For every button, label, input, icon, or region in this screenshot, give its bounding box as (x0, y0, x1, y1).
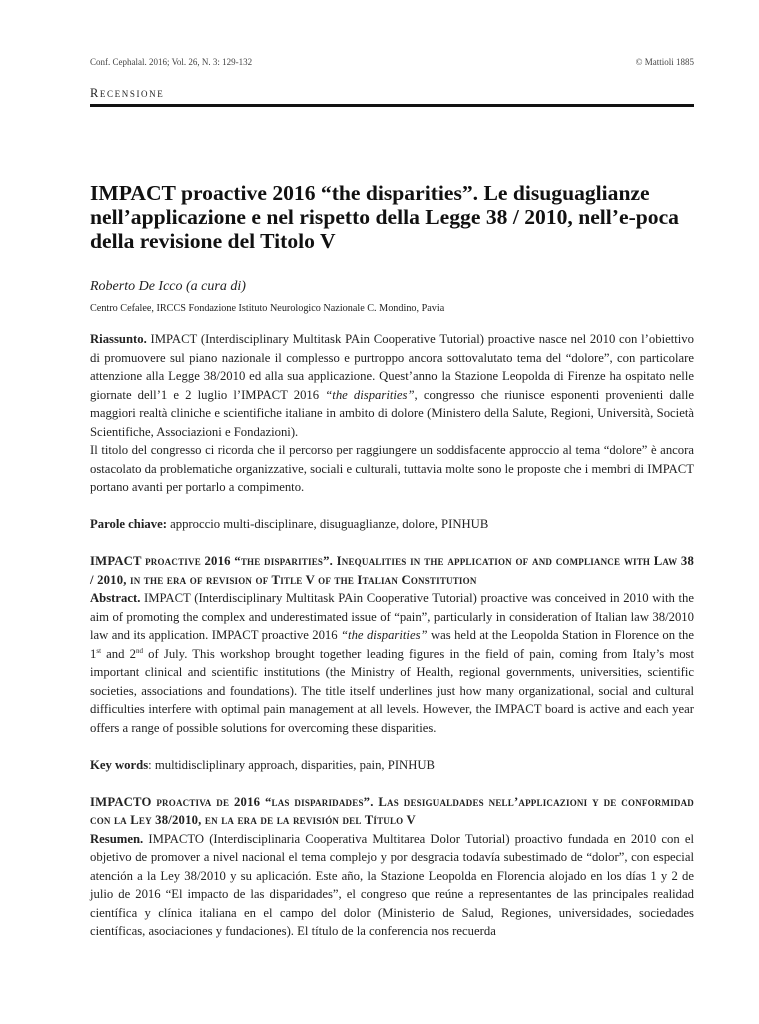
article-title: IMPACT proactive 2016 “the disparities”. Le disuguaglianze nell’applicazione e nel rispetto della Legge 38 / 2010, nell’e-poca della revisione del Titolo V (90, 181, 679, 253)
section-label: Recensione (90, 86, 165, 100)
abstract-label: Resumen. (90, 831, 144, 846)
english-keywords: Key words: multidiscliplinary approach, disparities, pain, PINHUB (90, 757, 435, 772)
italian-abstract-paragraph-2: Il titolo del congresso ci ricorda che il percorso per raggiungere un soddisfacente approccio al tema “dolore” è ancora ostacolato da problematiche organizzative, sociali e culturali, tuttavia molte sono le proposte che i membri di IMPACT portano avanti per portarlo a compimento. (90, 443, 694, 494)
affiliation: Centro Cefalee, IRCCS Fondazione Istituto Neurologico Nazionale C. Mondino, Pavia (90, 303, 445, 314)
italian-abstract: Riassunto. IMPACT (Interdisciplinary Multitask PAin Cooperative Tutorial) proactive nasce nel 2010 con l’obiettivo di promuovere sul piano nazionale il complesso e purtroppo ancora sottovalutato tema del “dolore”, con particolare attenzione alla Legge 38/2010 ed alla sua applicazione. Quest’anno la Stazione Leopolda di Firenze ha ospitato nelle giornate dell’1 e 2 luglio l’IMPACT 2016 “the disparities”, congresso che riunisce esponenti provenienti dalle maggiori realtà cliniche e scientifiche italiane in ambito di dolore (Ministero della Salute, Regioni, Università, Società Scientifiche, Associazioni e Fondazioni). (90, 332, 694, 439)
abstract-label: Abstract. (90, 591, 141, 605)
publisher-copyright: © Mattioli 1885 (635, 57, 694, 67)
english-heading: IMPACT proactive 2016 “the disparities”. Inequalities in the application of and compliance with Law 38 / 2010, in the era of revision of Title V of the Italian Constitution (90, 554, 694, 587)
english-abstract: Abstract. IMPACT (Interdisciplinary Multitask PAin Cooperative Tutorial) proactive was conceived in 2010 with the aim of promoting the complex and underestimated issue of “pain”, particularly in consideration of Italian law 38/2010 law and its application. IMPACT proactive 2016 “the disparities” was held at the Leopolda Station in Florence on the 1st and 2nd of July. This workshop brought together leading figures in the field of pain, coming from Italy’s most important clinical and scientific institutions (the Ministry of Health, regional governments, universities, scientific societies, associations and foundations). The title itself underlines just how many organizational, social and cultural difficulties interfere with optimal pain management at all levels. However, the IMPACT board is active and each year offers a range of possible solutions for overcoming these disparities. (90, 591, 695, 735)
spanish-heading: IMPACTO proactiva de 2016 “las disparidades”. Las desigualdades nell’applicazioni y de conformidad con la Ley 38/2010, en la era de la revisión del Título V (90, 794, 694, 827)
spanish-abstract: Resumen. IMPACTO (Interdisciplinaria Cooperativa Multitarea Dolor Tutorial) proactivo fundada en 2010 con el objetivo de promover a nivel nacional el tema complejo y por desgracia todavía subestimado de “dolor”, con especial atención a la Ley 38/2010 y su aplicación. Este año, la Stazione Leopolda en Florencia alojado en los días 1 y 2 de julio de 2016 “El impacto de las disparidades”, el congreso que reúne a representantes de las principales realidad científica y clínica italiana en el campo del dolor (Ministerio de Salud, Regiones, universidades, sociedades científicas, asociaciones y fundaciones). El título de la conferencia nos recuerda (90, 831, 694, 938)
abstract-label: Riassunto. (90, 332, 147, 346)
journal-reference: Conf. Cephalal. 2016; Vol. 26, N. 3: 129-132 (90, 57, 253, 67)
italian-keywords: Parole chiave: approccio multi-disciplinare, disuguaglianze, dolore, PINHUB (90, 517, 489, 531)
article-body (90, 330, 694, 941)
running-header (90, 57, 694, 67)
header-rule (90, 104, 694, 107)
author: Roberto De Icco (a cura di) (90, 279, 246, 294)
